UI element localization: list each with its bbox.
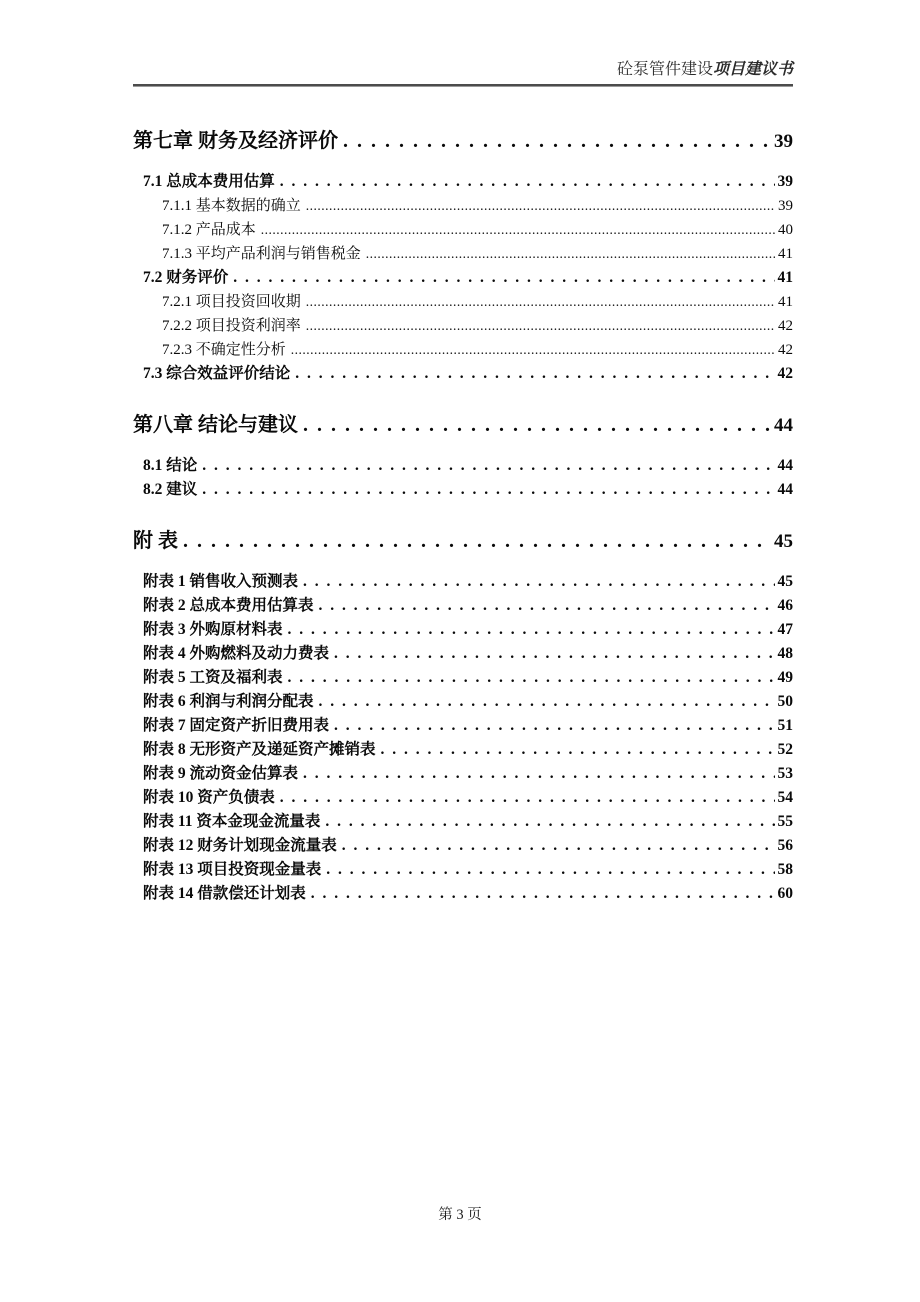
toc-entry[interactable] bbox=[133, 666, 793, 690]
toc-entry[interactable] bbox=[133, 478, 793, 502]
toc-entry-label: 第八章 结论与建议 bbox=[133, 414, 298, 436]
toc-entry[interactable] bbox=[133, 362, 793, 386]
toc-entry-label: 附表 6 利润与利润分配表 bbox=[143, 693, 314, 710]
toc-entry-label: 7.2.3 不确定性分析 bbox=[162, 342, 286, 358]
toc-entry[interactable] bbox=[133, 690, 793, 714]
toc-entry-label: 附表 10 资产负债表 bbox=[143, 789, 275, 806]
toc-entry-label: 8.2 建议 bbox=[143, 481, 198, 498]
page-footer bbox=[0, 1203, 920, 1224]
toc-entry[interactable] bbox=[133, 882, 793, 906]
toc-entry-label: 7.1 总成本费用估算 bbox=[143, 173, 275, 190]
toc-entry-page: 52 bbox=[777, 741, 793, 758]
toc-entry[interactable] bbox=[133, 762, 793, 786]
toc-entry-page: 58 bbox=[777, 861, 793, 878]
toc-entry[interactable] bbox=[133, 410, 793, 441]
toc-entry-label: 附 表 bbox=[133, 530, 178, 552]
toc-leader-dots bbox=[306, 194, 775, 218]
toc-entry-label: 附表 12 财务计划现金流量表 bbox=[143, 837, 337, 854]
toc-leader-dots bbox=[280, 170, 775, 194]
toc-entry-page: 39 bbox=[778, 198, 793, 214]
toc-entry-page: 47 bbox=[777, 621, 793, 638]
toc-leader-dots bbox=[319, 594, 775, 618]
toc-entry[interactable] bbox=[133, 618, 793, 642]
toc-entry[interactable] bbox=[133, 858, 793, 882]
toc-entry-page: 51 bbox=[777, 717, 793, 734]
toc-leader-dots bbox=[311, 882, 775, 906]
toc-entry-label: 附表 4 外购燃料及动力费表 bbox=[143, 645, 330, 662]
toc-list bbox=[133, 126, 793, 906]
toc-entry-page: 48 bbox=[777, 645, 793, 662]
toc-entry-page: 42 bbox=[778, 318, 793, 334]
toc-entry[interactable] bbox=[133, 738, 793, 762]
toc-leader-dots bbox=[366, 242, 775, 266]
header-title-emphasis: 项目建议书 bbox=[712, 61, 793, 78]
toc-entry-page: 39 bbox=[774, 131, 793, 152]
toc-leader-dots bbox=[288, 618, 775, 642]
toc-entry[interactable] bbox=[133, 218, 793, 242]
toc-entry-page: 45 bbox=[774, 531, 793, 552]
toc-leader-dots bbox=[183, 526, 771, 556]
header-rule bbox=[133, 84, 793, 87]
toc-entry[interactable] bbox=[133, 242, 793, 266]
toc-entry[interactable] bbox=[133, 194, 793, 218]
toc-entry-label: 8.1 结论 bbox=[143, 457, 198, 474]
toc-entry-label: 附表 3 外购原材料表 bbox=[143, 621, 283, 638]
toc-entry-page: 41 bbox=[778, 294, 793, 310]
toc-leader-dots bbox=[325, 810, 774, 834]
toc-leader-dots bbox=[202, 478, 774, 502]
toc-entry-page: 44 bbox=[777, 457, 793, 474]
toc-leader-dots bbox=[319, 690, 775, 714]
toc-leader-dots bbox=[334, 714, 774, 738]
toc-entry[interactable] bbox=[133, 834, 793, 858]
toc-entry-label: 附表 7 固定资产折旧费用表 bbox=[143, 717, 330, 734]
toc-entry-page: 46 bbox=[777, 597, 793, 614]
toc-entry[interactable] bbox=[133, 642, 793, 666]
toc-entry[interactable] bbox=[133, 290, 793, 314]
toc-entry-page: 41 bbox=[777, 269, 793, 286]
toc-entry-label: 7.1.2 产品成本 bbox=[162, 222, 256, 238]
toc-leader-dots bbox=[261, 218, 775, 242]
toc-entry-page: 56 bbox=[777, 837, 793, 854]
toc-leader-dots bbox=[343, 126, 771, 156]
toc-entry-label: 7.2.2 项目投资利润率 bbox=[162, 318, 301, 334]
toc-leader-dots bbox=[306, 290, 775, 314]
toc-entry-label: 附表 5 工资及福利表 bbox=[143, 669, 283, 686]
toc-entry-page: 40 bbox=[778, 222, 793, 238]
toc-entry-label: 附表 2 总成本费用估算表 bbox=[143, 597, 314, 614]
toc-entry[interactable] bbox=[133, 170, 793, 194]
toc-entry[interactable] bbox=[133, 570, 793, 594]
toc-entry[interactable] bbox=[133, 786, 793, 810]
toc-entry-page: 49 bbox=[777, 669, 793, 686]
toc-leader-dots bbox=[306, 314, 775, 338]
toc-entry-label: 附表 14 借款偿还计划表 bbox=[143, 885, 306, 902]
toc-leader-dots bbox=[233, 266, 774, 290]
toc-entry-page: 41 bbox=[778, 246, 793, 262]
toc-leader-dots bbox=[291, 338, 775, 362]
toc-leader-dots bbox=[303, 762, 774, 786]
toc-entry[interactable] bbox=[133, 594, 793, 618]
header-title-prefix: 砼泵管件建设 bbox=[616, 61, 713, 78]
toc-entry-page: 44 bbox=[777, 481, 793, 498]
toc-entry-page: 53 bbox=[777, 765, 793, 782]
toc-entry-page: 45 bbox=[777, 573, 793, 590]
toc-entry[interactable] bbox=[133, 454, 793, 478]
toc-entry-label: 7.3 综合效益评价结论 bbox=[143, 365, 291, 382]
toc-entry-page: 55 bbox=[777, 813, 793, 830]
toc-entry-label: 7.1.3 平均产品利润与销售税金 bbox=[162, 246, 361, 262]
toc-entry-page: 60 bbox=[777, 885, 793, 902]
toc-leader-dots bbox=[288, 666, 775, 690]
toc-leader-dots bbox=[202, 454, 774, 478]
toc-entry-page: 54 bbox=[777, 789, 793, 806]
toc-entry-label: 附表 9 流动资金估算表 bbox=[143, 765, 299, 782]
toc-entry-page: 42 bbox=[777, 365, 793, 382]
toc-entry-label: 附表 13 项目投资现金量表 bbox=[143, 861, 322, 878]
footer-page-number: 第 3 页 bbox=[438, 1207, 482, 1223]
toc-entry-label: 附表 11 资本金现金流量表 bbox=[143, 813, 321, 830]
toc-entry-page: 50 bbox=[777, 693, 793, 710]
toc-leader-dots bbox=[280, 786, 775, 810]
toc-entry[interactable] bbox=[133, 266, 793, 290]
toc-leader-dots bbox=[381, 738, 775, 762]
toc-entry[interactable] bbox=[133, 810, 793, 834]
toc-leader-dots bbox=[303, 570, 774, 594]
toc-entry[interactable] bbox=[133, 126, 793, 157]
toc-entry-label: 第七章 财务及经济评价 bbox=[133, 130, 338, 152]
toc-entry-label: 附表 1 销售收入预测表 bbox=[143, 573, 299, 590]
toc-entry-label: 7.2.1 项目投资回收期 bbox=[162, 294, 301, 310]
toc-entry-page: 42 bbox=[778, 342, 793, 358]
toc-leader-dots bbox=[295, 362, 774, 386]
toc-entry-label: 7.1.1 基本数据的确立 bbox=[162, 198, 301, 214]
toc-leader-dots bbox=[334, 642, 774, 666]
toc-leader-dots bbox=[326, 858, 774, 882]
toc-entry[interactable] bbox=[133, 714, 793, 738]
page-header-title bbox=[617, 56, 793, 79]
toc-entry-page: 39 bbox=[777, 173, 793, 190]
toc-leader-dots bbox=[342, 834, 775, 858]
toc-entry[interactable] bbox=[133, 338, 793, 362]
toc-entry[interactable] bbox=[133, 526, 793, 557]
toc-entry-label: 附表 8 无形资产及递延资产摊销表 bbox=[143, 741, 376, 758]
toc-entry-label: 7.2 财务评价 bbox=[143, 269, 229, 286]
toc-entry[interactable] bbox=[133, 314, 793, 338]
toc-leader-dots bbox=[303, 410, 771, 440]
toc-entry-page: 44 bbox=[774, 415, 793, 436]
